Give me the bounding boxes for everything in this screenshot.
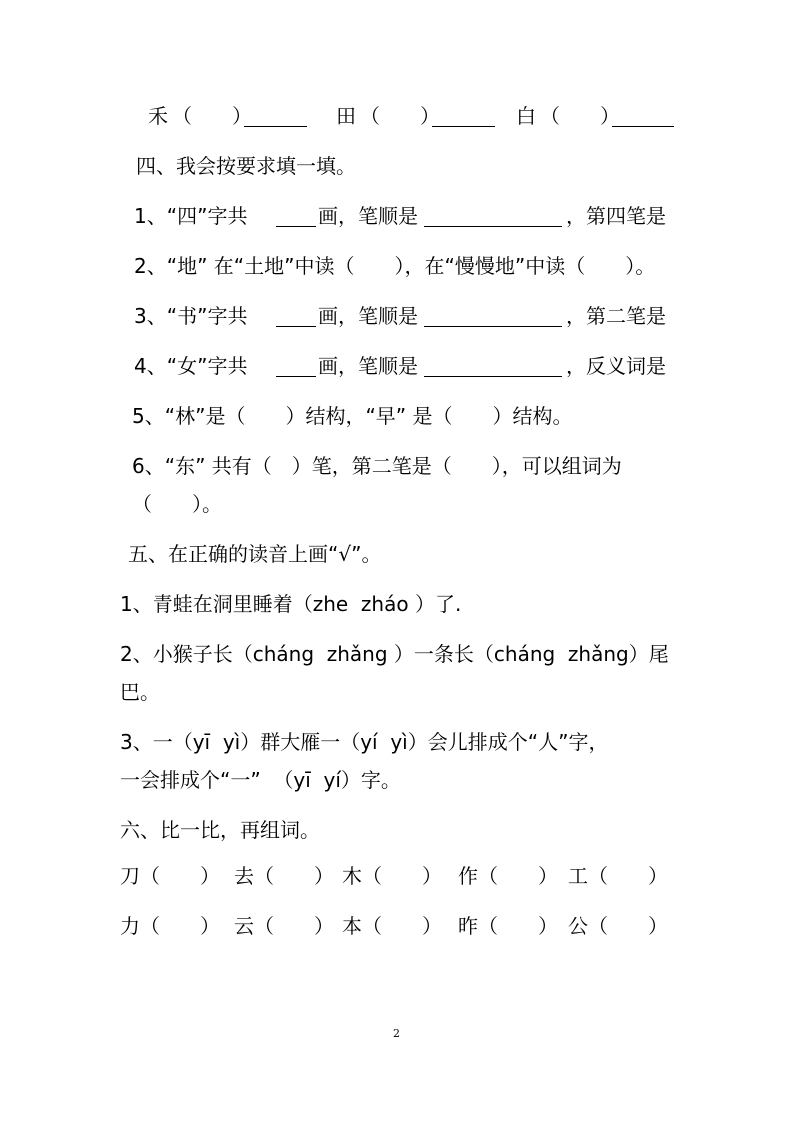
compare-item: 云（ ） — [234, 914, 334, 938]
section4-q2: 2、“地” 在“土地”中读（ ），在“慢慢地”中读（ ）。 — [134, 254, 656, 278]
section5-q2-line2: 巴。 — [120, 680, 160, 704]
compare-item: 刀（ ） — [120, 864, 220, 888]
compare-item: 昨（ ） — [458, 914, 558, 938]
section5-q3-line1: 3、一（yī yì）群大雁一（yí yì）会儿排成个“人”字， — [120, 730, 609, 754]
q4-part-c: ，反义词是 — [566, 354, 666, 378]
char-bai: 白 — [516, 104, 536, 128]
paren-bai: （ ） — [540, 104, 620, 128]
section4-q5: 5、“林”是（ ）结构，“早” 是（ ）结构。 — [132, 404, 573, 428]
section5-q1: 1、青蛙在洞里睡着（zhe zháo ）了. — [120, 592, 462, 616]
section6-heading: 六、比一比，再组词。 — [120, 818, 320, 842]
q3-stroke-count-blank[interactable] — [276, 306, 316, 327]
q3-stroke-order-blank[interactable] — [424, 306, 562, 327]
section4-heading: 四、我会按要求填一填。 — [136, 154, 356, 178]
blank-bai[interactable] — [612, 106, 674, 127]
compare-item: 本（ ） — [342, 914, 442, 938]
char-tian: 田 — [336, 104, 356, 128]
q1-stroke-order-blank[interactable] — [424, 206, 562, 227]
compare-item: 去（ ） — [234, 864, 334, 888]
compare-item: 作（ ） — [458, 864, 558, 888]
section5-q3-line2: 一会排成个“一” （yī yí）字。 — [120, 768, 401, 792]
section4-q6-line1: 6、“东” 共有（ ）笔，第二笔是（ ），可以组词为 — [132, 454, 622, 478]
paren-tian: （ ） — [360, 104, 440, 128]
q1-part-b: 画，笔顺是 — [318, 204, 418, 228]
q3-part-c: ，第二笔是 — [566, 304, 666, 328]
compare-item: 木（ ） — [342, 864, 442, 888]
q1-part-c: ，第四笔是 — [566, 204, 666, 228]
char-he: 禾 — [148, 104, 168, 128]
section5-q2-line1: 2、小猴子长（cháng zhǎng ）一条长（cháng zhǎng）尾 — [120, 642, 669, 666]
compare-item: 力（ ） — [120, 914, 220, 938]
q1-stroke-count-blank[interactable] — [276, 206, 316, 227]
q4-stroke-order-blank[interactable] — [424, 356, 562, 377]
q1-part-a: 1、“四”字共 — [134, 204, 248, 228]
paren-he: （ ） — [172, 104, 252, 128]
q3-part-b: 画，笔顺是 — [318, 304, 418, 328]
section4-q6-line2: （ ）。 — [132, 492, 222, 516]
section5-heading: 五、在正确的读音上画“√”。 — [128, 542, 382, 566]
q3-part-a: 3、“书”字共 — [134, 304, 248, 328]
q4-part-b: 画，笔顺是 — [318, 354, 418, 378]
page-number: 2 — [393, 1027, 400, 1040]
blank-he[interactable] — [244, 106, 307, 127]
blank-tian[interactable] — [432, 106, 495, 127]
compare-item: 工（ ） — [568, 864, 668, 888]
q4-stroke-count-blank[interactable] — [276, 356, 316, 377]
q4-part-a: 4、“女”字共 — [134, 354, 248, 378]
compare-item: 公（ ） — [568, 914, 668, 938]
